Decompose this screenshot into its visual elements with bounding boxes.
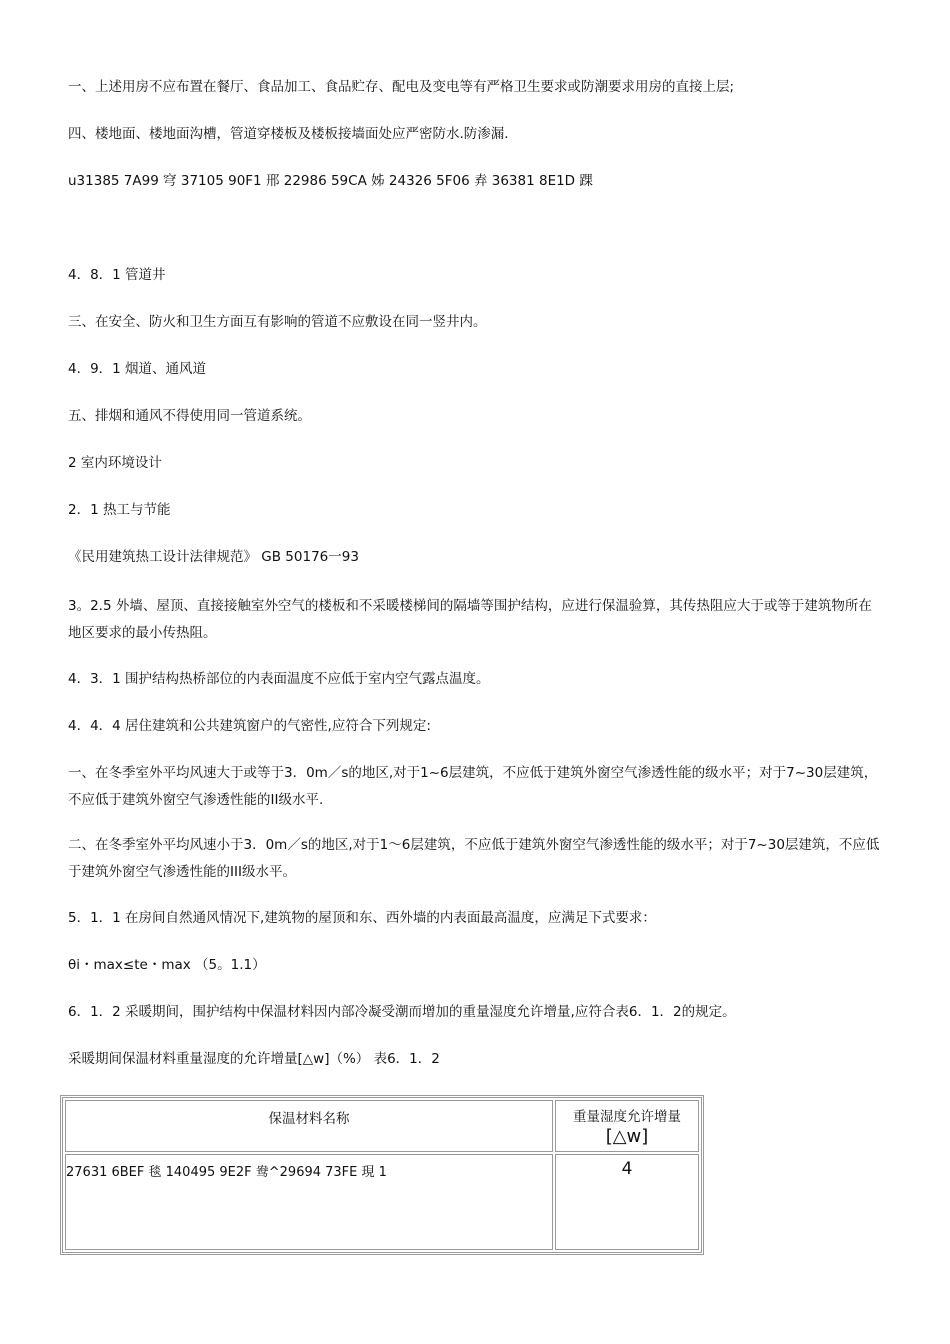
table-header-increment xyxy=(555,1100,699,1152)
paragraph: 四、楼地面、楼地面沟槽，管道穿楼板及楼板接墙面处应严密防水.防渗漏. xyxy=(68,126,509,142)
section-heading: 2．1 热工与节能 xyxy=(68,502,171,518)
paragraph: 一、上述用房不应布置在餐厅、食品加工、食品贮存、配电及变电等有严格卫生要求或防潮要求用房的直接上层; xyxy=(68,79,735,95)
paragraph: 4．3．1 围护结构热桥部位的内表面温度不应低于室内空气露点温度。 xyxy=(68,671,490,687)
table-header-name xyxy=(65,1100,553,1152)
paragraph: 一、在冬季室外平均风速大于或等于3．0m／s的地区,对于1~6层建筑，不应低于建筑外窗空气渗透性能的级水平；对于7~30层建筑，不应低于建筑外窗空气渗透性能的II级水平. xyxy=(68,765,878,808)
paragraph: 5．1．1 在房间自然通风情况下,建筑物的屋顶和东、西外墙的内表面最高温度，应满足下式要求： xyxy=(68,910,656,926)
paragraph: 6．1．2 采暖期间，围护结构中保温材料因内部冷凝受潮而增加的重量湿度允许增量,应符合表6．1．2的规定。 xyxy=(68,1004,736,1020)
standard-reference: 《民用建筑热工设计法律规范》 GB 50176一93 xyxy=(68,549,359,565)
section-heading: 4．9．1 烟道、通风道 xyxy=(68,361,207,377)
paragraph: 三、在安全、防火和卫生方面互有影响的管道不应敷设在同一竖井内。 xyxy=(68,314,487,330)
paragraph: 二、在冬季室外平均风速小于3．0m／s的地区,对于1～6层建筑，不应低于建筑外窗空气渗透性能的级水平；对于7~30层建筑，不应低于建筑外窗空气渗透性能的III级水平。 xyxy=(68,837,880,880)
section-heading: 4．8．1 管道井 xyxy=(68,267,166,283)
row-increment-value: 4 xyxy=(621,1159,633,1179)
row-name-text: 27631 6BEF 毯 140495 9E2F 鸯^29694 73FE 現 1 xyxy=(66,1165,387,1180)
paragraph: 3。2.5 外墙、屋顶、直接接触室外空气的楼板和不采暖楼梯间的隔墙等围护结构，应进行保温验算，其传热阻应大于或等于建筑物所在地区要求的最小传热阻。 xyxy=(68,598,872,641)
section-heading: 2 室内环境设计 xyxy=(68,455,162,471)
paragraph: u31385 7A99 穹 37105 90F1 邢 22986 59CA 姊 24326 5F06 弆 36381 8E1D 踝 xyxy=(68,173,593,189)
table-row-name xyxy=(65,1154,553,1250)
paragraph: 五、排烟和通风不得使用同一管道系统。 xyxy=(68,408,311,424)
header-increment-symbol: [△w] xyxy=(605,1126,649,1147)
paragraph: 4．4．4 居住建筑和公共建筑窗户的气密性,应符合下列规定: xyxy=(68,718,431,734)
table-caption: 采暖期间保温材料重量湿度的允许增量[△w]（%） 表6．1．2 xyxy=(68,1051,440,1067)
table-row-increment xyxy=(555,1154,699,1250)
moisture-table xyxy=(60,1095,704,1255)
header-name-text: 保温材料名称 xyxy=(268,1111,350,1127)
header-increment-text: 重量湿度允许增量 xyxy=(573,1109,681,1125)
formula: θi・max≤te・max （5。1.1） xyxy=(68,957,266,973)
